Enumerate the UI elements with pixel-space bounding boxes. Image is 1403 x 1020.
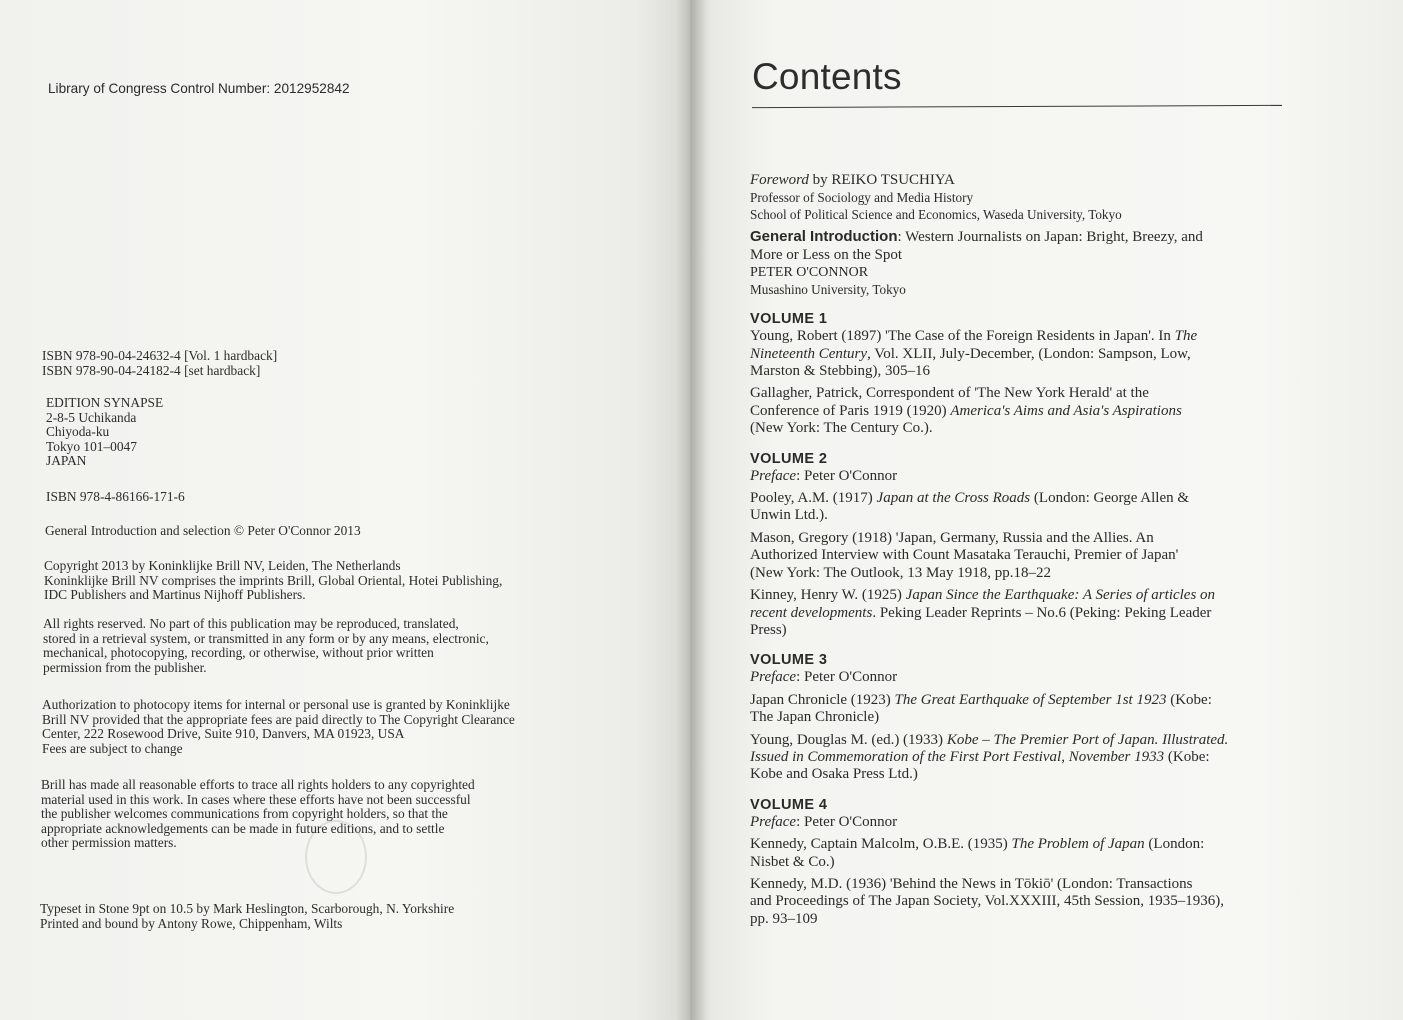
toc-italic: The <box>1174 328 1198 345</box>
efforts-line: other permission matters. <box>41 835 177 851</box>
toc-italic: Issued in Commemoration of the First Port Festival, November 1933 <box>750 748 1165 765</box>
toc-italic: America's Aims and Asia's Aspirations <box>950 402 1182 419</box>
toc-line <box>750 490 1290 507</box>
toc-text: (Kobe: <box>1166 691 1212 708</box>
authorization-line: Authorization to photocopy items for internal or personal use is granted by Koninklijke <box>42 697 510 712</box>
toc-text: , Vol. XLII, July-December, (London: Sampson, Low, <box>867 345 1191 362</box>
general-introduction-entry[interactable] <box>750 228 1290 298</box>
edition-line: 2-8-5 Uchikanda <box>46 409 137 425</box>
toc-line <box>750 669 1290 686</box>
toc-line: Authorized Interview with Count Masataka Terauchi, Premier of Japan' <box>750 547 1179 564</box>
copyright-block <box>44 559 604 603</box>
lccn <box>48 82 608 97</box>
toc-line <box>750 749 1290 766</box>
toc-line: The Japan Chronicle) <box>750 709 880 726</box>
preface-author: : Peter O'Connor <box>796 813 898 830</box>
efforts-line: material used in this work. In cases where these efforts have not been successful <box>41 791 471 807</box>
toc-entry[interactable] <box>750 836 1290 871</box>
edition-line: JAPAN <box>46 453 87 469</box>
toc-italic: The Great Earthquake of September 1st 1923 <box>894 691 1167 708</box>
left-page <box>0 0 690 1020</box>
copyright-line: Koninklijke Brill NV comprises the imprints Brill, Global Oriental, Hotei Publishing, <box>44 572 503 588</box>
general-introduction-line: More or Less on the Spot <box>750 246 903 263</box>
rights-line: mechanical, photocopying, recording, or otherwise, without prior written <box>43 645 434 661</box>
general-introduction-line <box>750 228 1290 246</box>
toc-italic: Japan Since the Earthquake: A Series of articles on <box>905 587 1216 604</box>
toc-line <box>750 814 1290 831</box>
general-introduction-title: : Western Journalists on Japan: Bright, Breezy, and <box>897 229 1203 246</box>
toc-text: Young, Douglas M. (ed.) (1933) <box>750 731 947 748</box>
authorization-line: Brill NV provided that the appropriate fees are paid directly to The Copyright Clearance <box>42 711 515 727</box>
toc-entry[interactable] <box>750 587 1290 639</box>
general-introduction-affiliation: Musashino University, Tokyo <box>750 282 906 298</box>
toc-line <box>750 346 1290 363</box>
toc-line: Marston & Stebbing), 305–16 <box>750 363 930 380</box>
toc-text: Conference of Paris 1919 (1920) <box>750 402 951 419</box>
authorization-line: Fees are subject to change <box>42 740 183 756</box>
efforts-line: appropriate acknowledgements can be made in future editions, and to settle <box>41 820 445 836</box>
toc-italic: Kobe – The Premier Port of Japan. Illustrated. <box>946 731 1229 748</box>
show-through-title <box>84 92 604 260</box>
isbn-block <box>42 349 602 378</box>
preface-author: : Peter O'Connor <box>796 669 898 686</box>
toc-text: (Kobe: <box>1164 748 1210 765</box>
preface-label: Preface <box>750 467 797 484</box>
edition-line: Tokyo 101–0047 <box>46 438 137 454</box>
toc-entry[interactable] <box>750 876 1290 928</box>
foreword-entry[interactable] <box>750 172 1290 223</box>
foreword-label: Foreword <box>750 172 809 188</box>
volume-heading: VOLUME 1 <box>750 311 828 328</box>
foreword-affiliation: School of Political Science and Economics, Waseda University, Tokyo <box>750 207 1122 223</box>
toc-line: Press) <box>750 621 787 638</box>
preface-entry[interactable] <box>750 669 1290 686</box>
toc-line: Mason, Gregory (1918) 'Japan, Germany, Russia and the Allies. An <box>750 529 1154 546</box>
toc-line: Unwin Ltd.). <box>750 507 828 524</box>
volume-heading: VOLUME 3 <box>750 652 828 669</box>
preface-label: Preface <box>750 813 797 830</box>
toc-line <box>750 328 1290 345</box>
toc-line: (New York: The Outlook, 13 May 1918, pp.18–22 <box>750 564 1051 581</box>
volume-heading: VOLUME 4 <box>750 796 828 813</box>
preface-entry[interactable] <box>750 814 1290 831</box>
toc-line <box>750 468 1290 485</box>
toc-italic: Japan at the Cross Roads <box>876 490 1031 507</box>
copyright-line: Copyright 2013 by Koninklijke Brill NV, Leiden, The Netherlands <box>44 558 401 573</box>
preface-entry[interactable] <box>750 468 1290 485</box>
typeset-line: Typeset in Stone 9pt on 10.5 by Mark Heslington, Scarborough, N. Yorkshire <box>40 901 455 916</box>
foreword-author: by REIKO TSUCHIYA <box>808 172 955 188</box>
isbn2-line: ISBN 978-4-86166-171-6 <box>46 489 185 504</box>
toc-entry[interactable] <box>750 732 1290 784</box>
toc-text: Pooley, A.M. (1917) <box>750 490 877 507</box>
toc-line: Gallagher, Patrick, Correspondent of 'The New York Herald' at the <box>750 385 1149 402</box>
toc-entry[interactable] <box>750 692 1290 727</box>
toc-line <box>750 605 1290 622</box>
table-of-contents <box>750 172 1290 933</box>
toc-text: . Peking Leader Reprints – No.6 (Peking: Peking Leader <box>872 604 1212 621</box>
toc-text: Kinney, Henry W. (1925) <box>750 587 906 604</box>
foreword-affiliation: Professor of Sociology and Media History <box>750 190 974 206</box>
toc-entry[interactable] <box>750 530 1290 582</box>
toc-text: (London: George Allen & <box>1030 490 1190 507</box>
toc-line <box>750 692 1290 709</box>
toc-line: Kobe and Osaka Press Ltd.) <box>750 766 918 783</box>
preface-author: : Peter O'Connor <box>796 467 898 484</box>
general-introduction-label: General Introduction <box>750 228 898 246</box>
toc-line: and Proceedings of The Japan Society, Vol.XXXIII, 45th Session, 1935–1936), <box>750 893 1224 910</box>
general-intro-credit <box>45 524 605 539</box>
efforts-block <box>41 778 601 851</box>
toc-line: (New York: The Century Co.). <box>750 420 933 437</box>
toc-text: Young, Robert (1897) 'The Case of the Foreign Residents in Japan'. In <box>750 328 1175 345</box>
toc-text: Japan Chronicle (1923) <box>750 691 895 708</box>
toc-entry[interactable] <box>750 328 1290 380</box>
copyright-line: IDC Publishers and Martinus Nijhoff Publishers. <box>44 587 306 603</box>
contents-title: Contents <box>752 56 902 97</box>
authorization-line: Center, 222 Rosewood Drive, Suite 910, Danvers, MA 01923, USA <box>42 726 405 742</box>
authorization-block <box>42 698 602 756</box>
toc-text: Kennedy, Captain Malcolm, O.B.E. (1935) <box>750 836 1012 853</box>
lccn-text: Library of Congress Control Number: 2012952842 <box>48 81 350 96</box>
toc-text: (London: <box>1144 836 1205 853</box>
toc-line <box>750 836 1290 853</box>
preface-label: Preface <box>750 669 797 686</box>
toc-line: Kennedy, M.D. (1936) 'Behind the News in Tōkiō' (London: Transactions <box>750 875 1193 892</box>
rights-line: All rights reserved. No part of this publication may be reproduced, translated, <box>43 616 459 631</box>
toc-italic: recent developments <box>750 604 873 621</box>
edition-line: EDITION SYNAPSE <box>46 395 164 410</box>
toc-line: pp. 93–109 <box>750 910 818 927</box>
toc-entry[interactable] <box>750 385 1290 437</box>
isbn2-block <box>46 490 606 505</box>
foreword-line <box>750 172 1290 189</box>
toc-italic: Nineteenth Century <box>750 345 868 362</box>
general-intro-line: General Introduction and selection © Peter O'Connor 2013 <box>45 523 361 538</box>
toc-line <box>750 732 1290 749</box>
rights-line: stored in a retrieval system, or transmitted in any form or by any means, electronic, <box>43 630 489 646</box>
efforts-line: Brill has made all reasonable efforts to trace all rights holders to any copyrighted <box>41 777 475 792</box>
book-gutter <box>676 0 706 1020</box>
toc-line <box>750 587 1290 604</box>
typeset-block <box>40 902 600 931</box>
general-introduction-author: PETER O'CONNOR <box>750 265 869 281</box>
toc-line: Nisbet & Co.) <box>750 853 835 870</box>
isbn-line: ISBN 978-90-04-24632-4 [Vol. 1 hardback] <box>42 348 278 363</box>
typeset-line: Printed and bound by Antony Rowe, Chippenham, Wilts <box>40 915 343 931</box>
rights-line: permission from the publisher. <box>43 659 207 675</box>
rights-block <box>43 617 603 675</box>
volume-heading: VOLUME 2 <box>750 450 828 467</box>
edition-line: Chiyoda-ku <box>46 424 110 440</box>
toc-italic: The Problem of Japan <box>1011 836 1145 853</box>
isbn-line: ISBN 978-90-04-24182-4 [set hardback] <box>42 362 261 378</box>
toc-line <box>750 403 1290 420</box>
efforts-line: the publisher welcomes communications from copyright holders, so that the <box>41 806 448 822</box>
toc-entry[interactable] <box>750 490 1290 525</box>
edition-block <box>46 396 606 469</box>
